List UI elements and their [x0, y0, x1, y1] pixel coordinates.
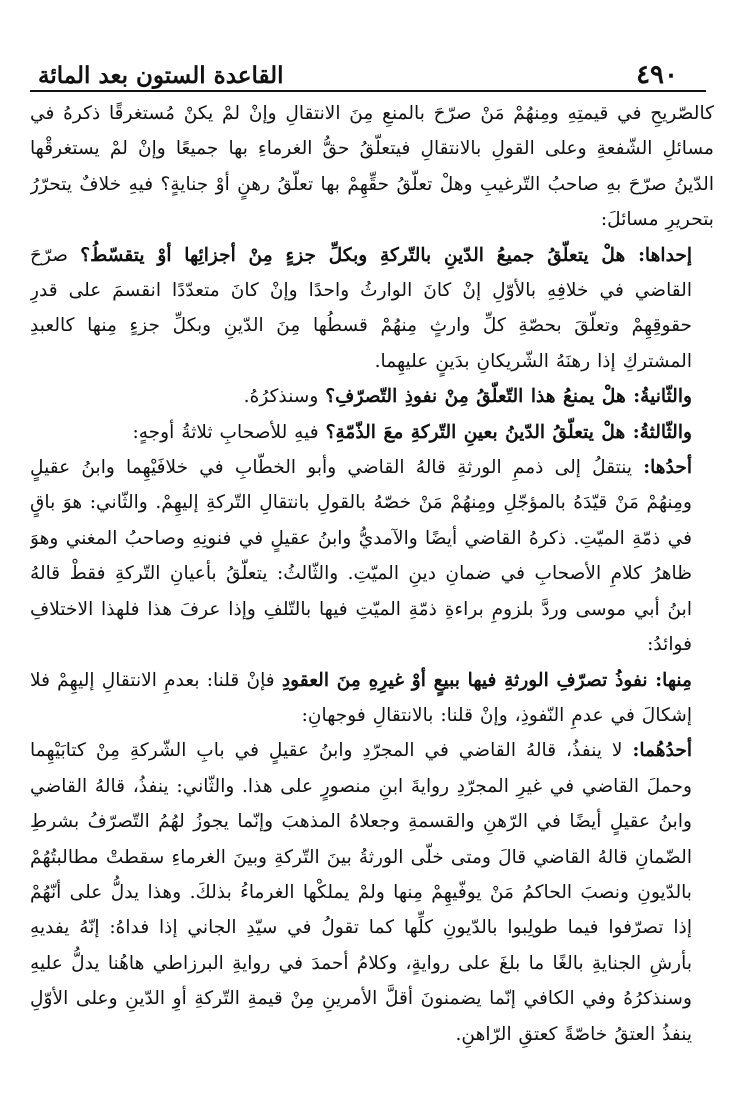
paragraph: [30, 238, 714, 380]
paragraph: [30, 663, 714, 734]
page-body: [30, 96, 714, 1077]
paragraph: [30, 450, 714, 662]
opinion-heading: أحدُها:: [643, 457, 692, 479]
paragraph-text: فيهِ للأصحابِ ثلاثةُ أوجهٍ:: [132, 421, 319, 443]
paragraph: [30, 733, 714, 1052]
paragraph-text: لا ينفذُ، قالهُ القاضي في المجرّدِ وابنُ عقيلٍ في بابِ الشّركةِ مِنْ كتابَيْهِما وحملَ القاضي في غيرِ المجرّدِ روايةَ ابنِ منصورٍ على هذا. والثّاني: ينفذُ، قالهُ القاضي وابنُ عقيلٍ أيضًا في الرّهنِ والقسمةِ وجعلاهُ المذهبَ وإنّما يجوزُ لهُمُ التّصرّفُ بشرطِ الضّمانِ قالهُ القاضي قالَ ومتى خلّى الورثةُ بينَ التّركةِ وبينَ الغرماءِ سقطتْ مطالبتُهُمْ بالدّيونِ ونصبَ الحاكمُ مَنْ يوفّيهِمْ مِنها ولمْ يملكْها الغرماءُ بذلكَ. وهذا يدلُّ على أنّهُمْ إذا تصرّفوا فيما طولِبوا بالدّيونِ كلِّها كما تقولُ في سيّدِ الجاني إذا فداهُ: إنّهُ يفديهِ بأرشِ الجنايةِ بالغًا ما بلغَ على روايةٍ، وكلامُ أحمدَ في روايةِ البرزاطي هاهُنا يدلُّ عليهِ وسنذكرُهُ وفي الكافي إنّما يضمنونَ أقلَّ الأمرينِ مِنْ قيمةِ التّركةِ أوِ الدّينِ وعلى الأوّلِ ينفذُ العتقُ خاصّةً كعتقِ الرّاهنِ.: [30, 740, 692, 1045]
issue-heading: والثّانيةُ: هلْ يمنعُ هذا التّعلّقُ مِنْ نفوذِ التّصرّفِ؟: [325, 386, 692, 408]
running-title: القاعدة الستون بعد المائة: [38, 62, 284, 89]
paragraph: [30, 379, 714, 414]
paragraph-text: وسنذكرُهُ.: [243, 386, 319, 408]
paragraph-text: كالصّريحِ في قيمتِهِ ومِنهُمْ مَنْ صرّحَ بالمنعِ مِنَ الانتقالِ وإنْ لمْ يكنْ مُستغرقًا ذكرهُ في مسائلِ الشّفعةِ وعلى القولِ بالانتقالِ فيتعلّقُ حقُّ الغرماءِ بها جميعًا وإنْ لمْ يستغرقْها الدّينُ صرّحَ بهِ صاحبُ التّرغيبِ وهلْ تعلّقُ حقِّهِمْ بها تعلّقُ رهنٍ أوْ جنايةٍ؟ فيهِ خلافٌ يتحرّرُ بتحريرِ مسائلَ:: [30, 103, 714, 231]
issue-heading: إحداها: هلْ يتعلّقُ جميعُ الدّينِ بالتّركةِ وبكلِّ جزءٍ مِنْ أجزائِها أوْ يتقسّطُ؟: [80, 244, 692, 266]
header-divider: [30, 90, 706, 92]
page-number: ٤٩٠: [636, 60, 678, 90]
paragraph: [30, 96, 714, 238]
paragraph-text: فإنْ قلنا: بعدمِ الانتقالِ إليهِمْ فلا إشكالَ في عدمِ النّفوذِ، وإنْ قلنا: بالانتقالِ فوجهانِ:: [30, 669, 692, 726]
opinion-heading: أحدُهُما:: [632, 740, 692, 762]
paragraph: [30, 415, 714, 450]
benefit-heading: مِنها: نفوذُ تصرّفِ الورثةِ فيها ببيعٍ أوْ غيرِهِ مِنَ العقودِ: [281, 669, 692, 691]
issue-heading: والثّالثةُ: هلْ يتعلّقُ الدّينُ بعينِ التّركةِ معَ الذّمّةِ؟: [325, 421, 692, 443]
paragraph-text: صرّحَ القاضي في خلافِهِ بالأوّلِ إنْ كانَ الوارثُ واحدًا وإنْ كانَ متعدّدًا انقسمَ على قدرِ حقوقِهِمْ وتعلّقَ بحصّةِ كلِّ وارثٍ مِنهُمْ قسطُها مِنَ الدّينِ وبكلِّ جزءٍ مِنها كالعبدِ المشتركِ إذا رهنَهُ الشّريكانِ بدَينٍ عليهِما.: [30, 244, 692, 372]
paragraph-text: ينتقلُ إلى ذممِ الورثةِ قالهُ القاضي وأبو الخطّابِ في خلافَيْهِما وابنُ عقيلٍ ومِنهُمْ مَنْ قيّدَهُ بالمؤجّلِ ومِنهُمْ مَنْ خصّهُ بالقولِ بانتقالِ التّركةِ إليهِمْ. والثّاني: هوَ باقٍ في ذمّةِ الميّتِ. ذكرهُ القاضي أيضًا والآمديُّ وابنُ عقيلٍ في فنونِهِ وصاحبُ المغني وهوَ ظاهرُ كلامِ الأصحابِ في ضمانِ دينِ الميّتِ. والثّالثُ: يتعلّقُ بأعيانِ التّركةِ فقطْ قالهُ ابنُ أبي موسى وردَّ بلزومِ براءةِ ذمّةِ الميّتِ فيها بالتّلفِ وإذا عرفَ هذا فلهذا الاختلافِ فوائدُ:: [30, 457, 692, 656]
